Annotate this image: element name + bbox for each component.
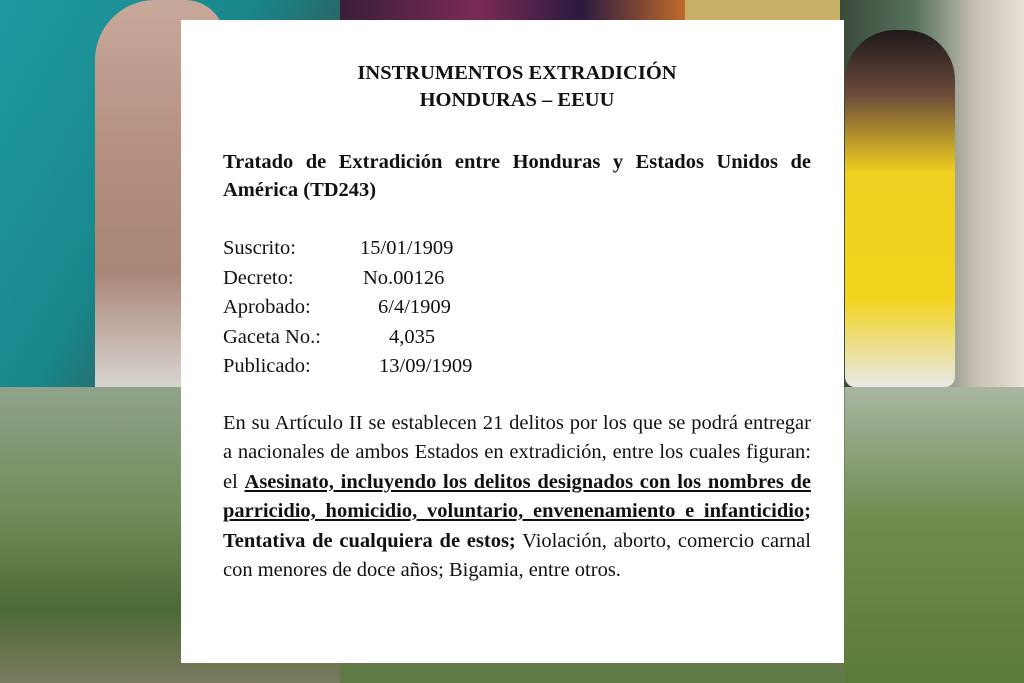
detail-row-publicado	[223, 352, 811, 382]
background-photo-bottom-right	[845, 387, 1024, 683]
paragraph-ending: Violación, aborto, comercio carnal con menores de doce años; Bigamia, entre otros.	[223, 529, 811, 581]
treaty-title: Tratado de Extradición entre Honduras y Estados Unidos de América (TD243)	[223, 151, 811, 201]
paragraph-underlined-crimes: Asesinato, incluyendo los delitos designados con los nombres de parricidio, homicidio, voluntario, envenenamiento e infanticidio	[223, 470, 812, 522]
background-strip	[685, 0, 845, 20]
title-line-2: HONDURAS – EEUU	[419, 89, 615, 111]
treaty-details	[223, 234, 811, 382]
detail-label: Decreto:	[223, 266, 294, 289]
detail-row-gaceta	[223, 323, 811, 353]
detail-value: 15/01/1909	[360, 237, 454, 259]
paragraph-bold-text: ; Tentativa de cualquiera de estos;	[223, 500, 811, 552]
detail-label: Gaceta No.:	[223, 325, 321, 348]
detail-row-decreto	[223, 264, 811, 294]
title-line-1: INSTRUMENTOS EXTRADICIÓN	[357, 62, 677, 84]
article-paragraph	[223, 409, 811, 586]
detail-value: 6/4/1909	[378, 296, 451, 318]
detail-row-aprobado	[223, 293, 811, 323]
detail-value: 4,035	[389, 325, 436, 348]
detail-row-suscrito	[223, 234, 811, 264]
detail-label: Publicado:	[223, 355, 311, 377]
background-person-right	[845, 30, 955, 387]
background-photo-top-center	[340, 0, 685, 20]
detail-value: 13/09/1909	[379, 355, 473, 377]
detail-label: Aprobado:	[223, 296, 311, 318]
detail-value: No.00126	[363, 266, 445, 289]
document-card	[181, 20, 844, 663]
paragraph-intro: En su Artículo II se establecen 21 delitos por los que se podrá entregar a nacionales de ambos Estados en extradición, entre los cuales figuran: el	[223, 411, 811, 493]
detail-label: Suscrito:	[223, 237, 296, 259]
document-title	[223, 60, 811, 114]
